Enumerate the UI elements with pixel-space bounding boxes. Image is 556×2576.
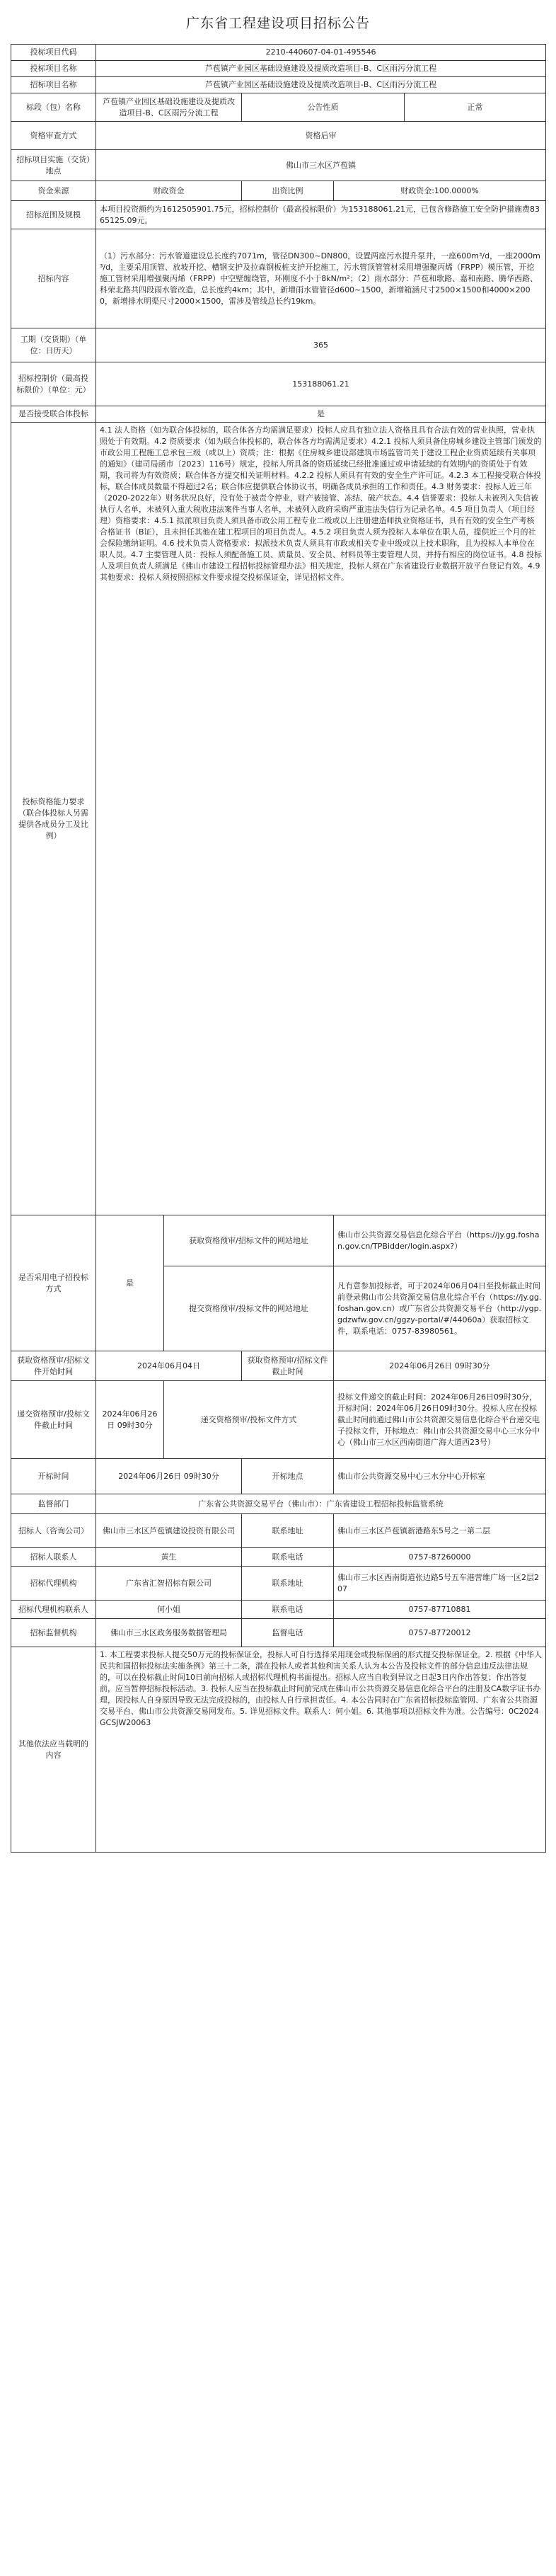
label-consortium: 是否接受联合体投标 <box>11 406 96 423</box>
row-supervise <box>11 1494 546 1514</box>
value-qualification-method: 资格后审 <box>96 122 546 150</box>
value-submit-site: 凡有意参加投标者，可于2024年06月04日至投标截止时间前登录佛山市公共资源交易信息化综合平台（https://jy.gg.foshan.gov.cn）或广东省公共资源交易平台（http://ygp.gdzwfw.gov.cn/ggzy-portal/#/44060a）获取招标文件，联系电话：0757-83980561。 <box>334 1266 546 1351</box>
label-agency: 招标代理机构 <box>11 1567 96 1601</box>
label-bid-name: 招标项目名称 <box>11 77 96 93</box>
label-scope: 招标范围及规模 <box>11 201 96 229</box>
value-opening-time: 2024年06月26日 09时30分 <box>96 1459 242 1494</box>
row-tenderer-contact <box>11 1548 546 1567</box>
label-doc-end: 获取资格预审/招标文件截止时间 <box>242 1351 334 1381</box>
value-submit-method: 投标文件递交的截止时间：2024年06月26日09时30分，开标时间：2024年06月26日09时30分。投标人应在投标截止时间前通过佛山市公共资源交易信息化综合平台递交电子投标文件，开标地点：佛山市公共资源交易中心三水分中心（佛山市三水区西南街道广海大道西23号） <box>334 1381 546 1459</box>
label-project-code: 投标项目代码 <box>11 45 96 61</box>
row-opening <box>11 1459 546 1494</box>
page-title: 广东省工程建设项目招标公告 <box>185 15 370 31</box>
row-bid-name <box>11 77 546 93</box>
value-price: 153188061.21 <box>96 362 546 406</box>
value-agency-contact: 何小姐 <box>96 1601 242 1619</box>
value-project-code: 2210-440607-04-01-495546 <box>96 45 546 61</box>
value-qualifications: 4.1 法人资格（如为联合体投标的，联合体各方均需满足要求）投标人应具有独立法人资格且具有合法有效的营业执照，营业执照处于有效期。4.2 资质要求（如为联合体投标的，联合体各方均需满足要求）4.2.1 投标人须具备住房城乡建设主管部门颁发的市政公用工程施工总承包三级（或以上）资质；注：根据《住房城乡建设部建筑市场监管司关于建设工程企业资质延续有关事项的通知》（建司局函市〔2023〕116号）规定，投标人所具备的资质延续已经批准通过或申请延续的有效期内的资质处于有效期，我司将为有效资质；联合体各方提交相关证明材料。4.2.2 投标人须具有有效的安全生产许可证。4.2.3 本工程接受联合体投标，联合体成员数量不得超过2名；联合体应提供联合体协议书，明确各成员承担的工作和责任。4.3 财务要求：投标人近三年（2020-2022年）财务状况良好，没有处于被责令停业，财产被接管、冻结、破产状态。4.4 信誉要求：投标人未被列入失信被执行人名单，未被列入重大税收违法案件当事人名单，未被列入政府采购严重违法失信行为记录名单。4.5 项目负责人（项目经理）资格要求：4.5.1 拟派项目负责人须具备市政公用工程专业二级或以上注册建造师执业资格证书，具有有效的安全生产考核合格证书（B证），且未担任其他在建工程项目的项目负责人。4.5.2 项目负责人须为投标人本单位在职人员，提供近三个月的社会保险缴纳证明。4.6 技术负责人资格要求：拟派技术负责人须具有市政或相关专业中级或以上技术职称，且为投标人本单位在职人员。4.7 主要管理人员：投标人须配备施工员、质量员、安全员、材料员等主要管理人员，并持有相应的岗位证书。4.8 投标人及项目负责人须满足《佛山市建设工程招标投标管理办法》相关规定，投标人须在广东省建设行业数据开放平台登记有效。4.9 其他要求：投标人须按照招标文件要求提交投标保证金，详见招标文件。 <box>96 423 546 1215</box>
value-project-name: 芦苞镇产业园区基础设施建设及提质改造项目-B、C区雨污分流工程 <box>96 61 546 77</box>
label-qualification-method: 资格审查方式 <box>11 122 96 150</box>
label-download-site: 获取资格预审/招标文件的网站地址 <box>164 1215 334 1266</box>
label-price: 招标控制价（最高投标限价）（单位：元） <box>11 362 96 406</box>
value-consortium: 是 <box>96 406 546 423</box>
label-qualifications: 投标资格能力要求（联合体投标人另需提供各成员分工及比例） <box>11 423 96 1215</box>
value-fund-source: 财政资金 <box>96 181 242 201</box>
label-notice-type: 公告性质 <box>242 93 405 122</box>
value-opening-place: 佛山市公共资源交易中心三水分中心开标室 <box>334 1459 546 1494</box>
value-duration: 365 <box>96 328 546 362</box>
row-content <box>11 229 546 328</box>
value-bid-name: 芦苞镇产业园区基础设施建设及提质改造项目-B、C区雨污分流工程 <box>96 77 546 93</box>
label-submit-site: 提交资格预审/投标文件的网站地址 <box>164 1266 334 1351</box>
label-section: 标段（包）名称 <box>11 93 96 122</box>
value-doc-start: 2024年06月04日 <box>96 1351 242 1381</box>
row-section <box>11 93 546 122</box>
row-price <box>11 362 546 406</box>
value-tenderer: 佛山市三水区芦苞镇建设投资有限公司 <box>96 1514 242 1548</box>
label-duration: 工期（交货期）（单位：日历天） <box>11 328 96 362</box>
label-project-name: 投标项目名称 <box>11 61 96 77</box>
value-notice-type: 正常 <box>405 93 546 122</box>
value-location: 佛山市三水区芦苞镇 <box>96 150 546 181</box>
label-fund-ratio: 出资比例 <box>242 181 334 201</box>
row-qualifications <box>11 423 546 1215</box>
label-opening-place: 开标地点 <box>242 1459 334 1494</box>
row-location <box>11 150 546 181</box>
value-deadline: 2024年06月26日 09时30分 <box>96 1381 164 1459</box>
row-deadline <box>11 1381 546 1459</box>
label-agency-address: 联系地址 <box>242 1567 334 1601</box>
label-doc-start: 获取资格预审/招标文件开始时间 <box>11 1351 96 1381</box>
value-doc-end: 2024年06月26日 09时30分 <box>334 1351 546 1381</box>
row-doc-time <box>11 1351 546 1381</box>
value-agency-address: 佛山市三水区西南街道张边路5号五车港营维广场一区2层207 <box>334 1567 546 1601</box>
row-fund <box>11 181 546 201</box>
value-supervisor-phone: 0757-87720012 <box>334 1619 546 1647</box>
value-section: 芦苞镇产业园区基础设施建设及提质改造项目-B、C区雨污分流工程 <box>96 93 242 122</box>
row-scope <box>11 201 546 229</box>
label-submit-method: 递交资格预审/投标文件方式 <box>164 1381 334 1459</box>
row-consortium <box>11 406 546 423</box>
value-agency-phone: 0757-87710881 <box>334 1601 546 1619</box>
row-platform-download <box>11 1215 546 1266</box>
label-opening-time: 开标时间 <box>11 1459 96 1494</box>
value-download-site: 佛山市公共资源交易信息化综合平台（https://jy.gg.foshan.gov.cn/TPBidder/login.aspx?） <box>334 1215 546 1266</box>
value-tenderer-contact: 黄生 <box>96 1548 242 1567</box>
row-supervisor <box>11 1619 546 1647</box>
row-agency <box>11 1567 546 1601</box>
label-electronic: 是否采用电子招投标方式 <box>11 1215 96 1351</box>
row-duration <box>11 328 546 362</box>
label-fund-source: 资金来源 <box>11 181 96 201</box>
value-notes: 1. 本工程要求投标人提交50万元的投标保证金，投标人可自行选择采用现金或投标保函的形式提交投标保证金。2. 根据《中华人民共和国招标投标法实施条例》第三十二条，潜在投标人或者其他利害关系人认为本公告及投标文件的部分信息违反法律法规的，可以在投标截止时间10日前向招标人或招标代理机构书面提出。招标人应当自收到异议之日起3日内作出答复；作出答复前，应当暂停招标投标活动。3. 投标人应当在投标截止时间前完成在佛山市公共资源交易信息化综合平台的注册及CA数字证书办理，因投标人自身原因导致无法完成投标的，由投标人自行承担责任。4. 本公告同时在广东省招标投标监管网、广东省公共资源交易平台、佛山市公共资源交易网发布。5. 详见招标文件。联系人：何小姐。6. 其他事项以招标文件为准。公告编号：0C2024GCSJW20063 <box>96 1647 546 1853</box>
value-fund-ratio: 财政资金:100.0000% <box>334 181 546 201</box>
label-agency-phone: 联系电话 <box>242 1601 334 1619</box>
label-tenderer-address: 联系地址 <box>242 1514 334 1548</box>
label-tenderer-phone: 联系电话 <box>242 1548 334 1567</box>
label-location: 招标项目实施（交货）地点 <box>11 150 96 181</box>
row-project-name <box>11 61 546 77</box>
row-notes <box>11 1647 546 1853</box>
label-supervise: 监督部门 <box>11 1494 96 1514</box>
value-electronic: 是 <box>96 1215 164 1351</box>
row-tenderer <box>11 1514 546 1548</box>
value-tenderer-phone: 0757-87260000 <box>334 1548 546 1567</box>
label-supervisor: 招标监督机构 <box>11 1619 96 1647</box>
row-qualification-method <box>11 122 546 150</box>
value-supervise: 广东省公共资源交易平台（佛山市）：广东省建设工程招标投标监管系统 <box>96 1494 546 1514</box>
value-supervisor: 佛山市三水区政务服务数据管理局 <box>96 1619 242 1647</box>
value-agency: 广东省汇智招标有限公司 <box>96 1567 242 1601</box>
row-project-code <box>11 45 546 61</box>
label-notes: 其他依法应当载明的内容 <box>11 1647 96 1853</box>
value-tenderer-address: 佛山市三水区芦苞镇新港路东5号之一第二层 <box>334 1514 546 1548</box>
label-agency-contact: 招标代理机构联系人 <box>11 1601 96 1619</box>
label-supervisor-phone: 监督电话 <box>242 1619 334 1647</box>
value-scope: 本项目投资额约为1612505901.75元，招标控制价（最高投标限价）为153188061.21元，已包含修路施工安全防护措施费8365125.09元。 <box>96 201 546 229</box>
label-content: 招标内容 <box>11 229 96 328</box>
row-agency-contact <box>11 1601 546 1619</box>
bid-announcement-table <box>11 44 546 1853</box>
value-content: （1）污水部分：污水管道建设总长度约7071m，管径DN300~DN800，设置两座污水提升泵井，一座600m³/d，一座2000m³/d，主要采用顶管、放坡开挖、槽钢支护及拉森钢板桩支护开挖施工，污水管顶管管材采用增强聚丙烯（FRPP）模压管，开挖施工管材采用增强聚丙烯（FRPP）中空壁缠绕管，环刚度不小于8kN/m²；（2）雨水部分：芦苞和歌路、嘉和南路、腾华西路、科荣北路共四段雨水管改造，总长度约4km；其中，新增雨水管管径d600~1500，新增箱涵尺寸2500×1500和4000×2000，新增排水明渠尺寸2000×1500，雷涉及管线总长约19km。 <box>96 229 546 328</box>
label-tenderer: 招标人（咨询公司） <box>11 1514 96 1548</box>
label-deadline: 递交资格预审/投标文件截止时间 <box>11 1381 96 1459</box>
label-tenderer-contact: 招标人联系人 <box>11 1548 96 1567</box>
